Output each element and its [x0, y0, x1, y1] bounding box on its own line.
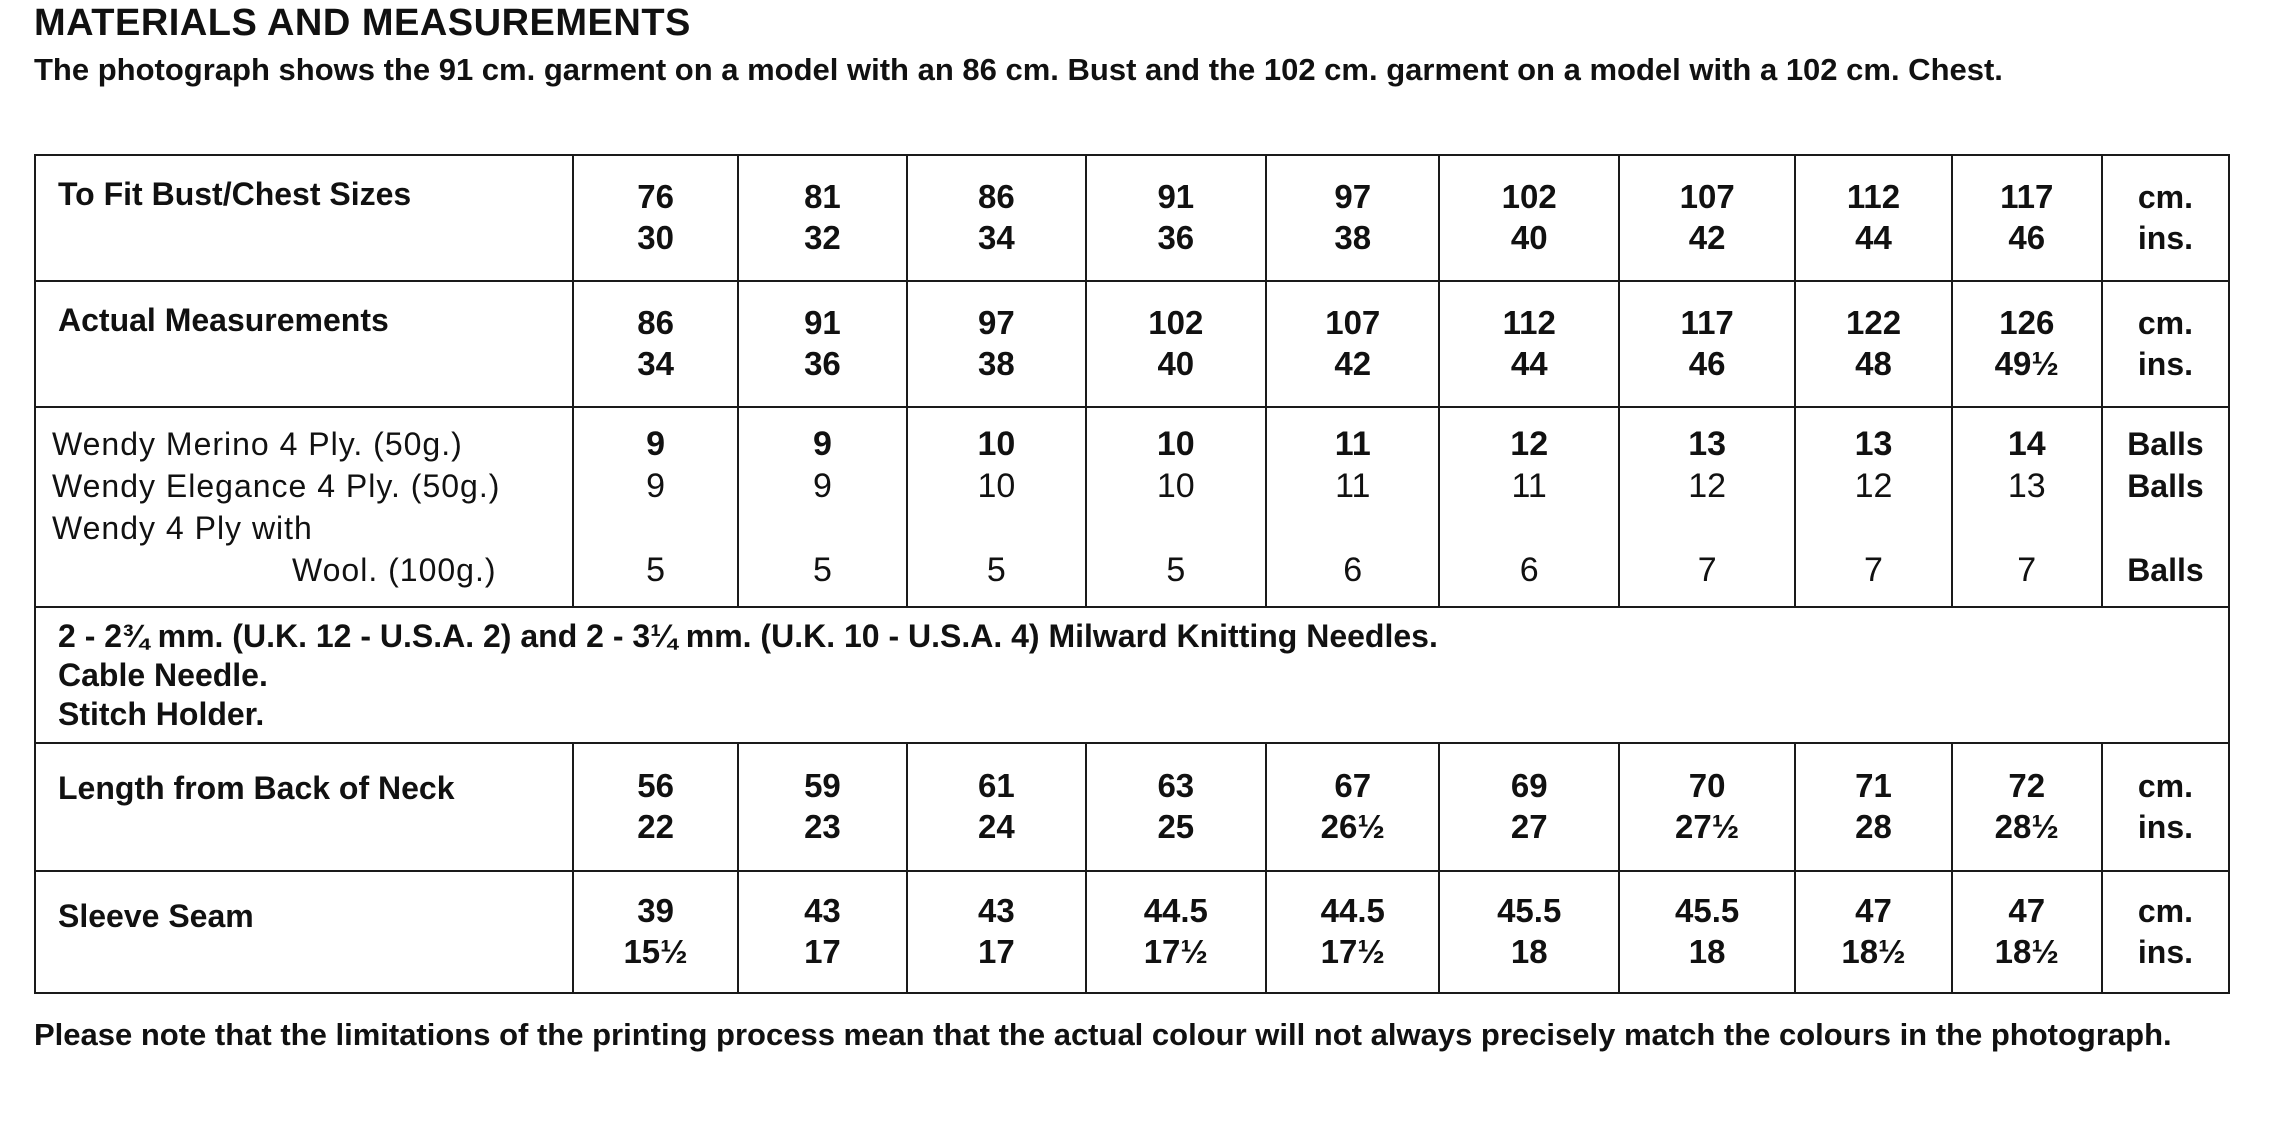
row-sleeve	[35, 871, 2229, 993]
length-cell: 59 23	[738, 743, 907, 871]
yarn-label-cell	[35, 407, 573, 607]
row-fit-sizes	[35, 155, 2229, 281]
unit-cell: cm. ins.	[2102, 871, 2229, 993]
size-cell: 76 30	[573, 155, 737, 281]
yarn-cell: 9 9 5	[573, 407, 737, 607]
size-cell: 86 34	[907, 155, 1085, 281]
length-cell: 56 22	[573, 743, 737, 871]
unit-cell: cm. ins.	[2102, 281, 2229, 407]
sleeve-cell: 47 18½	[1795, 871, 1951, 993]
stitch-holder-line: Stitch Holder.	[58, 695, 265, 732]
sleeve-cell: 43 17	[738, 871, 907, 993]
sleeve-cell: 44.5 17½	[1266, 871, 1439, 993]
yarn-cell: 13 12 7	[1619, 407, 1795, 607]
measure-cell: 86 34	[573, 281, 737, 407]
size-cell: 97 38	[1266, 155, 1439, 281]
length-cell: 63 25	[1086, 743, 1266, 871]
length-cell: 71 28	[1795, 743, 1951, 871]
size-cell: 91 36	[1086, 155, 1266, 281]
size-cell: 81 32	[738, 155, 907, 281]
measure-cell: 107 42	[1266, 281, 1439, 407]
measure-cell: 97 38	[907, 281, 1085, 407]
length-cell: 67 26½	[1266, 743, 1439, 871]
row-label: To Fit Bust/Chest Sizes	[35, 155, 573, 281]
needles-line: 2 - 2¾ mm. (U.K. 12 - U.S.A. 2) and 2 - 3¼ mm. (U.K. 10 - U.S.A. 4) Milward Knitting Needles.	[58, 617, 1438, 654]
measure-cell: 117 46	[1619, 281, 1795, 407]
yarn-cell: 10 10 5	[1086, 407, 1266, 607]
unit-cell: Balls Balls Balls	[2102, 407, 2229, 607]
length-cell: 61 24	[907, 743, 1085, 871]
yarn-cell: 12 11 6	[1439, 407, 1618, 607]
unit-cell: cm. ins.	[2102, 155, 2229, 281]
row-yarn	[35, 407, 2229, 607]
measurements-table	[34, 154, 2230, 994]
measure-cell: 102 40	[1086, 281, 1266, 407]
cable-needle-line: Cable Needle.	[58, 656, 268, 693]
sleeve-cell: 44.5 17½	[1086, 871, 1266, 993]
row-label: Actual Measurements	[35, 281, 573, 407]
sleeve-cell: 45.5 18	[1439, 871, 1618, 993]
row-label: Sleeve Seam	[35, 871, 573, 993]
intro-text: The photograph shows the 91 cm. garment on a model with an 86 cm. Bust and the 102 cm. garment on a model with a 102 cm. Chest.	[34, 52, 2003, 87]
sleeve-cell: 47 18½	[1952, 871, 2102, 993]
measure-cell: 122 48	[1795, 281, 1951, 407]
yarn-label-wool: Wendy 4 Ply with	[52, 510, 313, 546]
measure-cell: 112 44	[1439, 281, 1618, 407]
unit-cell: cm. ins.	[2102, 743, 2229, 871]
size-cell: 112 44	[1795, 155, 1951, 281]
size-cell: 107 42	[1619, 155, 1795, 281]
yarn-cell: 9 9 5	[738, 407, 907, 607]
row-label: Length from Back of Neck	[35, 743, 573, 871]
sleeve-cell: 45.5 18	[1619, 871, 1795, 993]
needles-cell	[35, 607, 2229, 743]
row-actual	[35, 281, 2229, 407]
row-needles	[35, 607, 2229, 743]
length-cell: 69 27	[1439, 743, 1618, 871]
yarn-label-elegance: Wendy Elegance 4 Ply. (50g.)	[52, 468, 501, 504]
yarn-label-wool-weight: Wool. (100g.)	[292, 552, 497, 588]
yarn-label-merino: Wendy Merino 4 Ply. (50g.)	[52, 426, 463, 462]
yarn-cell: 13 12 7	[1795, 407, 1951, 607]
yarn-cell: 10 10 5	[907, 407, 1085, 607]
measure-cell: 126 49½	[1952, 281, 2102, 407]
size-cell: 102 40	[1439, 155, 1618, 281]
sleeve-cell: 43 17	[907, 871, 1085, 993]
print-note: Please note that the limitations of the printing process mean that the actual colour will not always precisely match the colours in the photograph.	[34, 1017, 2172, 1052]
yarn-cell: 11 11 6	[1266, 407, 1439, 607]
sleeve-cell: 39 15½	[573, 871, 737, 993]
yarn-cell: 14 13 7	[1952, 407, 2102, 607]
length-cell: 70 27½	[1619, 743, 1795, 871]
row-length	[35, 743, 2229, 871]
measure-cell: 91 36	[738, 281, 907, 407]
length-cell: 72 28½	[1952, 743, 2102, 871]
size-cell: 117 46	[1952, 155, 2102, 281]
page-title: MATERIALS AND MEASUREMENTS	[34, 2, 691, 44]
